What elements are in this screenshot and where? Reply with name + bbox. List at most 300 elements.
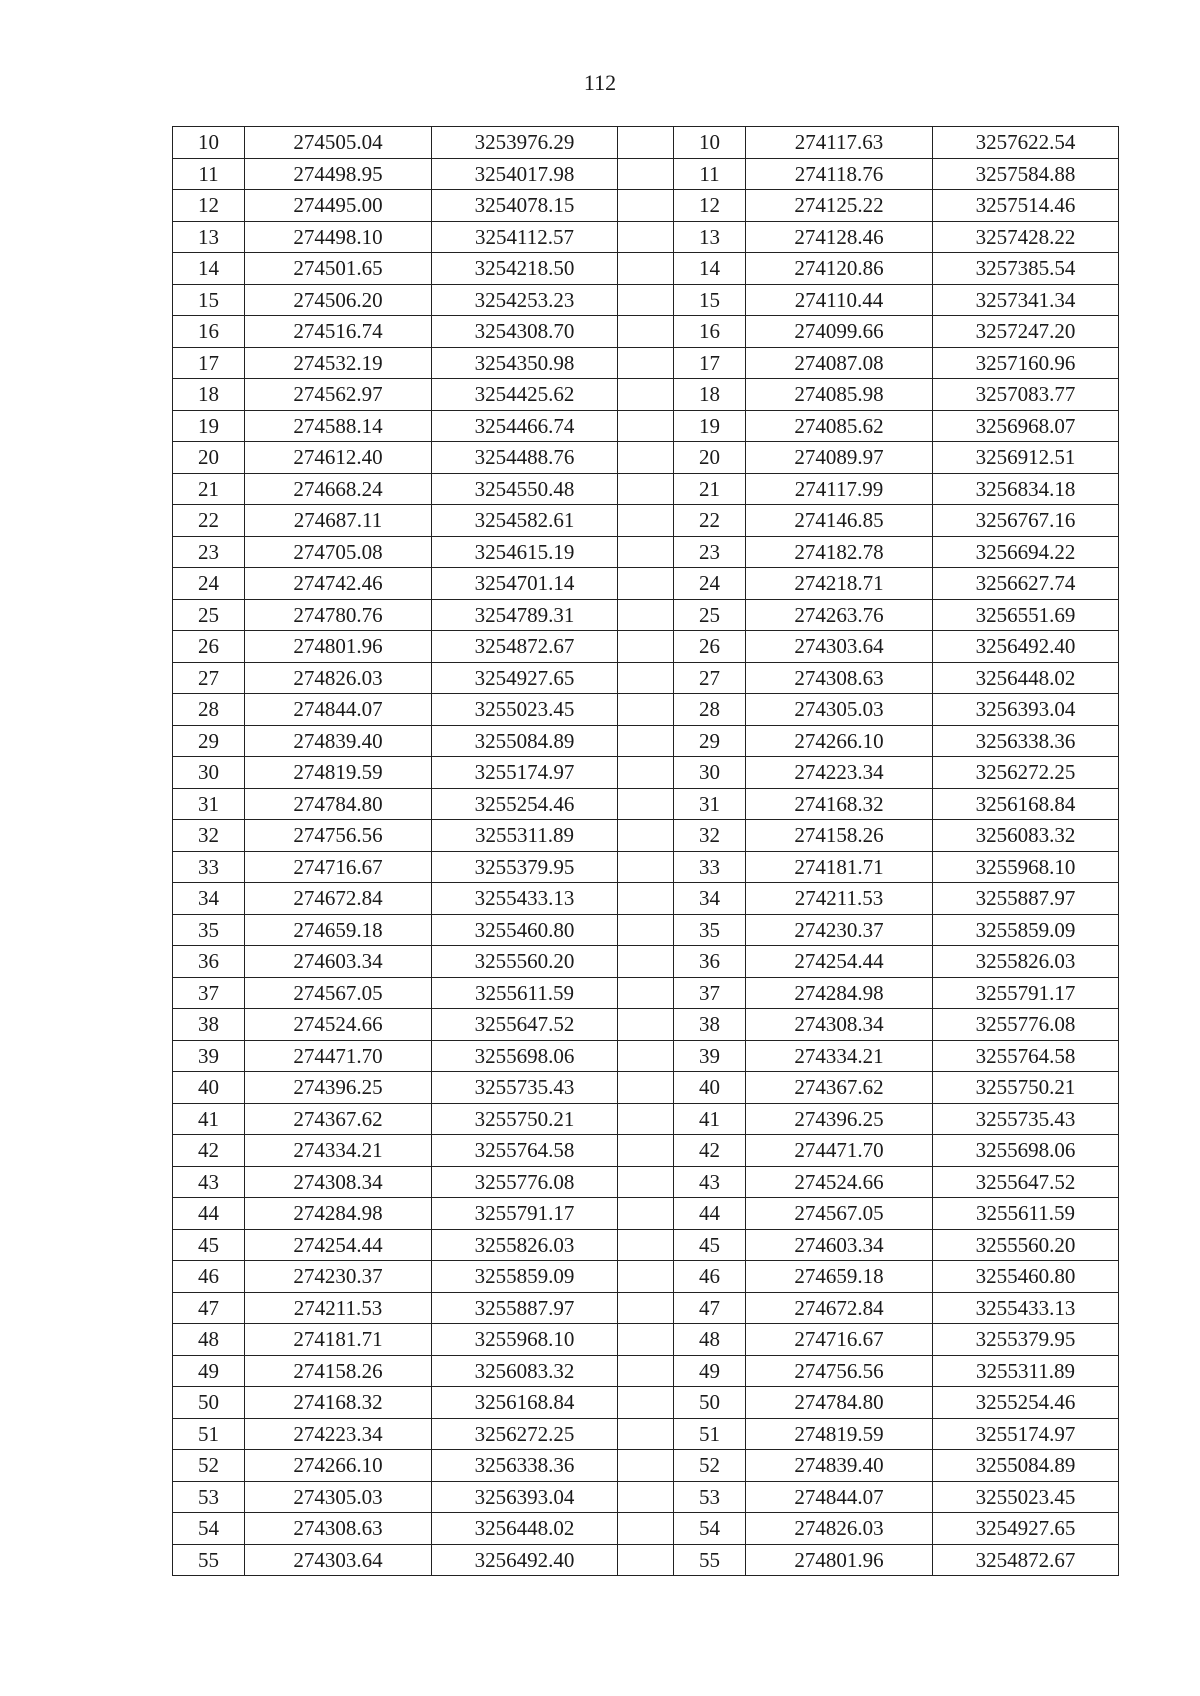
left-y-coordinate-cell: 3256083.32 (432, 1355, 618, 1387)
right-x-coordinate-cell: 274117.63 (746, 127, 933, 159)
right-y-coordinate-cell: 3255611.59 (933, 1198, 1119, 1230)
left-y-coordinate-cell: 3256272.25 (432, 1418, 618, 1450)
left-y-coordinate-cell: 3254615.19 (432, 536, 618, 568)
left-point-number-cell: 22 (173, 505, 245, 537)
right-y-coordinate-cell: 3256272.25 (933, 757, 1119, 789)
left-x-coordinate-cell: 274158.26 (245, 1355, 432, 1387)
right-point-number-cell: 10 (674, 127, 746, 159)
left-y-coordinate-cell: 3256393.04 (432, 1481, 618, 1513)
left-y-coordinate-cell: 3254017.98 (432, 158, 618, 190)
left-point-number-cell: 45 (173, 1229, 245, 1261)
table-row (173, 1450, 1119, 1482)
right-y-coordinate-cell: 3255560.20 (933, 1229, 1119, 1261)
left-y-coordinate-cell: 3254425.62 (432, 379, 618, 411)
right-x-coordinate-cell: 274085.62 (746, 410, 933, 442)
left-point-number-cell: 42 (173, 1135, 245, 1167)
right-x-coordinate-cell: 274367.62 (746, 1072, 933, 1104)
column-gap-cell (618, 631, 674, 663)
right-y-coordinate-cell: 3254927.65 (933, 1513, 1119, 1545)
column-gap-cell (618, 1135, 674, 1167)
left-y-coordinate-cell: 3254488.76 (432, 442, 618, 474)
table-row (173, 473, 1119, 505)
table-row (173, 1261, 1119, 1293)
coordinates-table-body (173, 127, 1119, 1576)
table-row (173, 284, 1119, 316)
left-x-coordinate-cell: 274844.07 (245, 694, 432, 726)
column-gap-cell (618, 1009, 674, 1041)
left-y-coordinate-cell: 3255311.89 (432, 820, 618, 852)
right-x-coordinate-cell: 274117.99 (746, 473, 933, 505)
left-point-number-cell: 26 (173, 631, 245, 663)
left-point-number-cell: 49 (173, 1355, 245, 1387)
right-x-coordinate-cell: 274716.67 (746, 1324, 933, 1356)
right-point-number-cell: 45 (674, 1229, 746, 1261)
left-x-coordinate-cell: 274819.59 (245, 757, 432, 789)
right-y-coordinate-cell: 3255826.03 (933, 946, 1119, 978)
right-point-number-cell: 38 (674, 1009, 746, 1041)
right-y-coordinate-cell: 3257428.22 (933, 221, 1119, 253)
right-y-coordinate-cell: 3255023.45 (933, 1481, 1119, 1513)
right-point-number-cell: 22 (674, 505, 746, 537)
left-y-coordinate-cell: 3256168.84 (432, 1387, 618, 1419)
column-gap-cell (618, 568, 674, 600)
right-x-coordinate-cell: 274168.32 (746, 788, 933, 820)
right-x-coordinate-cell: 274146.85 (746, 505, 933, 537)
right-point-number-cell: 13 (674, 221, 746, 253)
left-y-coordinate-cell: 3255776.08 (432, 1166, 618, 1198)
right-y-coordinate-cell: 3257083.77 (933, 379, 1119, 411)
left-y-coordinate-cell: 3255859.09 (432, 1261, 618, 1293)
left-x-coordinate-cell: 274801.96 (245, 631, 432, 663)
left-point-number-cell: 11 (173, 158, 245, 190)
left-y-coordinate-cell: 3256338.36 (432, 1450, 618, 1482)
right-point-number-cell: 51 (674, 1418, 746, 1450)
left-point-number-cell: 35 (173, 914, 245, 946)
table-row (173, 253, 1119, 285)
left-y-coordinate-cell: 3255698.06 (432, 1040, 618, 1072)
right-point-number-cell: 49 (674, 1355, 746, 1387)
left-point-number-cell: 14 (173, 253, 245, 285)
right-point-number-cell: 12 (674, 190, 746, 222)
table-row (173, 1513, 1119, 1545)
right-y-coordinate-cell: 3255174.97 (933, 1418, 1119, 1450)
right-y-coordinate-cell: 3256912.51 (933, 442, 1119, 474)
right-y-coordinate-cell: 3256627.74 (933, 568, 1119, 600)
left-x-coordinate-cell: 274756.56 (245, 820, 432, 852)
table-row (173, 725, 1119, 757)
right-y-coordinate-cell: 3255791.17 (933, 977, 1119, 1009)
left-y-coordinate-cell: 3255791.17 (432, 1198, 618, 1230)
right-y-coordinate-cell: 3255735.43 (933, 1103, 1119, 1135)
left-x-coordinate-cell: 274784.80 (245, 788, 432, 820)
left-x-coordinate-cell: 274716.67 (245, 851, 432, 883)
column-gap-cell (618, 410, 674, 442)
right-point-number-cell: 52 (674, 1450, 746, 1482)
table-row (173, 662, 1119, 694)
right-point-number-cell: 30 (674, 757, 746, 789)
left-x-coordinate-cell: 274780.76 (245, 599, 432, 631)
right-y-coordinate-cell: 3257341.34 (933, 284, 1119, 316)
column-gap-cell (618, 883, 674, 915)
table-row (173, 1072, 1119, 1104)
table-row (173, 410, 1119, 442)
left-x-coordinate-cell: 274588.14 (245, 410, 432, 442)
left-y-coordinate-cell: 3255647.52 (432, 1009, 618, 1041)
right-x-coordinate-cell: 274784.80 (746, 1387, 933, 1419)
table-row (173, 1544, 1119, 1576)
column-gap-cell (618, 1513, 674, 1545)
right-point-number-cell: 36 (674, 946, 746, 978)
right-point-number-cell: 43 (674, 1166, 746, 1198)
table-row (173, 1135, 1119, 1167)
left-point-number-cell: 30 (173, 757, 245, 789)
right-point-number-cell: 15 (674, 284, 746, 316)
right-y-coordinate-cell: 3255698.06 (933, 1135, 1119, 1167)
right-y-coordinate-cell: 3256551.69 (933, 599, 1119, 631)
table-row (173, 158, 1119, 190)
left-x-coordinate-cell: 274562.97 (245, 379, 432, 411)
right-point-number-cell: 48 (674, 1324, 746, 1356)
right-point-number-cell: 53 (674, 1481, 746, 1513)
column-gap-cell (618, 1292, 674, 1324)
column-gap-cell (618, 662, 674, 694)
left-point-number-cell: 10 (173, 127, 245, 159)
left-point-number-cell: 47 (173, 1292, 245, 1324)
right-y-coordinate-cell: 3255764.58 (933, 1040, 1119, 1072)
left-y-coordinate-cell: 3255826.03 (432, 1229, 618, 1261)
right-point-number-cell: 42 (674, 1135, 746, 1167)
left-x-coordinate-cell: 274839.40 (245, 725, 432, 757)
left-x-coordinate-cell: 274334.21 (245, 1135, 432, 1167)
right-point-number-cell: 32 (674, 820, 746, 852)
left-point-number-cell: 33 (173, 851, 245, 883)
left-point-number-cell: 19 (173, 410, 245, 442)
right-y-coordinate-cell: 3257160.96 (933, 347, 1119, 379)
column-gap-cell (618, 284, 674, 316)
left-y-coordinate-cell: 3255254.46 (432, 788, 618, 820)
left-point-number-cell: 15 (173, 284, 245, 316)
column-gap-cell (618, 158, 674, 190)
table-row (173, 1009, 1119, 1041)
right-x-coordinate-cell: 274567.05 (746, 1198, 933, 1230)
right-y-coordinate-cell: 3255084.89 (933, 1450, 1119, 1482)
left-point-number-cell: 16 (173, 316, 245, 348)
left-point-number-cell: 53 (173, 1481, 245, 1513)
right-y-coordinate-cell: 3255859.09 (933, 914, 1119, 946)
left-y-coordinate-cell: 3254582.61 (432, 505, 618, 537)
left-point-number-cell: 28 (173, 694, 245, 726)
table-row (173, 820, 1119, 852)
left-y-coordinate-cell: 3254872.67 (432, 631, 618, 663)
right-y-coordinate-cell: 3256338.36 (933, 725, 1119, 757)
right-point-number-cell: 40 (674, 1072, 746, 1104)
right-y-coordinate-cell: 3257385.54 (933, 253, 1119, 285)
right-x-coordinate-cell: 274839.40 (746, 1450, 933, 1482)
left-y-coordinate-cell: 3255611.59 (432, 977, 618, 1009)
left-y-coordinate-cell: 3254218.50 (432, 253, 618, 285)
table-row (173, 347, 1119, 379)
right-y-coordinate-cell: 3256767.16 (933, 505, 1119, 537)
right-y-coordinate-cell: 3256694.22 (933, 536, 1119, 568)
left-point-number-cell: 23 (173, 536, 245, 568)
table-row (173, 1418, 1119, 1450)
right-x-coordinate-cell: 274756.56 (746, 1355, 933, 1387)
column-gap-cell (618, 1544, 674, 1576)
right-point-number-cell: 34 (674, 883, 746, 915)
right-point-number-cell: 37 (674, 977, 746, 1009)
right-y-coordinate-cell: 3256393.04 (933, 694, 1119, 726)
table-row (173, 851, 1119, 883)
left-point-number-cell: 41 (173, 1103, 245, 1135)
table-row (173, 127, 1119, 159)
left-x-coordinate-cell: 274705.08 (245, 536, 432, 568)
column-gap-cell (618, 1418, 674, 1450)
right-point-number-cell: 47 (674, 1292, 746, 1324)
left-x-coordinate-cell: 274308.63 (245, 1513, 432, 1545)
right-x-coordinate-cell: 274181.71 (746, 851, 933, 883)
right-x-coordinate-cell: 274218.71 (746, 568, 933, 600)
right-point-number-cell: 21 (674, 473, 746, 505)
right-x-coordinate-cell: 274230.37 (746, 914, 933, 946)
right-y-coordinate-cell: 3256448.02 (933, 662, 1119, 694)
left-x-coordinate-cell: 274308.34 (245, 1166, 432, 1198)
column-gap-cell (618, 316, 674, 348)
left-point-number-cell: 24 (173, 568, 245, 600)
column-gap-cell (618, 190, 674, 222)
right-y-coordinate-cell: 3255968.10 (933, 851, 1119, 883)
left-x-coordinate-cell: 274211.53 (245, 1292, 432, 1324)
column-gap-cell (618, 599, 674, 631)
column-gap-cell (618, 851, 674, 883)
left-x-coordinate-cell: 274498.10 (245, 221, 432, 253)
left-point-number-cell: 52 (173, 1450, 245, 1482)
right-y-coordinate-cell: 3257584.88 (933, 158, 1119, 190)
right-x-coordinate-cell: 274471.70 (746, 1135, 933, 1167)
left-point-number-cell: 51 (173, 1418, 245, 1450)
left-x-coordinate-cell: 274672.84 (245, 883, 432, 915)
right-x-coordinate-cell: 274603.34 (746, 1229, 933, 1261)
right-point-number-cell: 19 (674, 410, 746, 442)
column-gap-cell (618, 536, 674, 568)
column-gap-cell (618, 1355, 674, 1387)
left-point-number-cell: 17 (173, 347, 245, 379)
left-point-number-cell: 12 (173, 190, 245, 222)
right-x-coordinate-cell: 274844.07 (746, 1481, 933, 1513)
table-row (173, 631, 1119, 663)
left-y-coordinate-cell: 3255084.89 (432, 725, 618, 757)
column-gap-cell (618, 347, 674, 379)
left-point-number-cell: 44 (173, 1198, 245, 1230)
table-row (173, 1387, 1119, 1419)
left-point-number-cell: 54 (173, 1513, 245, 1545)
right-x-coordinate-cell: 274211.53 (746, 883, 933, 915)
right-y-coordinate-cell: 3255776.08 (933, 1009, 1119, 1041)
right-x-coordinate-cell: 274801.96 (746, 1544, 933, 1576)
column-gap-cell (618, 253, 674, 285)
table-row (173, 190, 1119, 222)
column-gap-cell (618, 221, 674, 253)
table-row (173, 221, 1119, 253)
left-point-number-cell: 20 (173, 442, 245, 474)
right-y-coordinate-cell: 3256968.07 (933, 410, 1119, 442)
table-row (173, 1229, 1119, 1261)
left-point-number-cell: 29 (173, 725, 245, 757)
column-gap-cell (618, 1040, 674, 1072)
column-gap-cell (618, 820, 674, 852)
right-point-number-cell: 33 (674, 851, 746, 883)
left-point-number-cell: 25 (173, 599, 245, 631)
left-y-coordinate-cell: 3254550.48 (432, 473, 618, 505)
table-row (173, 442, 1119, 474)
column-gap-cell (618, 442, 674, 474)
right-point-number-cell: 29 (674, 725, 746, 757)
left-y-coordinate-cell: 3254789.31 (432, 599, 618, 631)
table-row (173, 379, 1119, 411)
table-row (173, 316, 1119, 348)
left-x-coordinate-cell: 274826.03 (245, 662, 432, 694)
left-y-coordinate-cell: 3254078.15 (432, 190, 618, 222)
right-x-coordinate-cell: 274334.21 (746, 1040, 933, 1072)
right-point-number-cell: 16 (674, 316, 746, 348)
left-x-coordinate-cell: 274495.00 (245, 190, 432, 222)
left-y-coordinate-cell: 3254253.23 (432, 284, 618, 316)
left-y-coordinate-cell: 3255968.10 (432, 1324, 618, 1356)
right-point-number-cell: 23 (674, 536, 746, 568)
left-y-coordinate-cell: 3255174.97 (432, 757, 618, 789)
table-row (173, 977, 1119, 1009)
left-x-coordinate-cell: 274501.65 (245, 253, 432, 285)
column-gap-cell (618, 1166, 674, 1198)
table-row (173, 694, 1119, 726)
column-gap-cell (618, 1450, 674, 1482)
left-y-coordinate-cell: 3255460.80 (432, 914, 618, 946)
table-row (173, 599, 1119, 631)
right-x-coordinate-cell: 274672.84 (746, 1292, 933, 1324)
right-point-number-cell: 31 (674, 788, 746, 820)
column-gap-cell (618, 1103, 674, 1135)
table-row (173, 536, 1119, 568)
right-x-coordinate-cell: 274263.76 (746, 599, 933, 631)
left-y-coordinate-cell: 3254466.74 (432, 410, 618, 442)
left-x-coordinate-cell: 274742.46 (245, 568, 432, 600)
right-x-coordinate-cell: 274524.66 (746, 1166, 933, 1198)
left-y-coordinate-cell: 3253976.29 (432, 127, 618, 159)
right-x-coordinate-cell: 274085.98 (746, 379, 933, 411)
column-gap-cell (618, 725, 674, 757)
right-point-number-cell: 46 (674, 1261, 746, 1293)
column-gap-cell (618, 977, 674, 1009)
column-gap-cell (618, 788, 674, 820)
left-y-coordinate-cell: 3255433.13 (432, 883, 618, 915)
left-x-coordinate-cell: 274396.25 (245, 1072, 432, 1104)
right-y-coordinate-cell: 3255433.13 (933, 1292, 1119, 1324)
left-y-coordinate-cell: 3254927.65 (432, 662, 618, 694)
right-x-coordinate-cell: 274182.78 (746, 536, 933, 568)
right-x-coordinate-cell: 274125.22 (746, 190, 933, 222)
table-row (173, 1103, 1119, 1135)
right-y-coordinate-cell: 3257514.46 (933, 190, 1119, 222)
right-point-number-cell: 18 (674, 379, 746, 411)
left-x-coordinate-cell: 274284.98 (245, 1198, 432, 1230)
left-y-coordinate-cell: 3255560.20 (432, 946, 618, 978)
left-point-number-cell: 36 (173, 946, 245, 978)
table-row (173, 1481, 1119, 1513)
right-point-number-cell: 26 (674, 631, 746, 663)
left-x-coordinate-cell: 274303.64 (245, 1544, 432, 1576)
right-x-coordinate-cell: 274826.03 (746, 1513, 933, 1545)
table-row (173, 505, 1119, 537)
right-y-coordinate-cell: 3255647.52 (933, 1166, 1119, 1198)
table-row (173, 1292, 1119, 1324)
right-y-coordinate-cell: 3255460.80 (933, 1261, 1119, 1293)
right-y-coordinate-cell: 3257247.20 (933, 316, 1119, 348)
right-y-coordinate-cell: 3255750.21 (933, 1072, 1119, 1104)
left-x-coordinate-cell: 274498.95 (245, 158, 432, 190)
right-y-coordinate-cell: 3256168.84 (933, 788, 1119, 820)
left-point-number-cell: 48 (173, 1324, 245, 1356)
right-y-coordinate-cell: 3254872.67 (933, 1544, 1119, 1576)
right-point-number-cell: 44 (674, 1198, 746, 1230)
left-y-coordinate-cell: 3254112.57 (432, 221, 618, 253)
table-row (173, 788, 1119, 820)
right-point-number-cell: 55 (674, 1544, 746, 1576)
column-gap-cell (618, 757, 674, 789)
right-x-coordinate-cell: 274396.25 (746, 1103, 933, 1135)
left-y-coordinate-cell: 3254350.98 (432, 347, 618, 379)
left-point-number-cell: 13 (173, 221, 245, 253)
left-point-number-cell: 46 (173, 1261, 245, 1293)
left-x-coordinate-cell: 274603.34 (245, 946, 432, 978)
left-x-coordinate-cell: 274532.19 (245, 347, 432, 379)
right-x-coordinate-cell: 274089.97 (746, 442, 933, 474)
left-point-number-cell: 32 (173, 820, 245, 852)
right-point-number-cell: 24 (674, 568, 746, 600)
column-gap-cell (618, 1481, 674, 1513)
column-gap-cell (618, 946, 674, 978)
left-x-coordinate-cell: 274524.66 (245, 1009, 432, 1041)
table-row (173, 1040, 1119, 1072)
right-x-coordinate-cell: 274819.59 (746, 1418, 933, 1450)
left-point-number-cell: 40 (173, 1072, 245, 1104)
left-x-coordinate-cell: 274687.11 (245, 505, 432, 537)
right-point-number-cell: 35 (674, 914, 746, 946)
right-x-coordinate-cell: 274659.18 (746, 1261, 933, 1293)
table-row (173, 1355, 1119, 1387)
right-x-coordinate-cell: 274099.66 (746, 316, 933, 348)
right-point-number-cell: 11 (674, 158, 746, 190)
left-point-number-cell: 27 (173, 662, 245, 694)
right-y-coordinate-cell: 3256083.32 (933, 820, 1119, 852)
column-gap-cell (618, 914, 674, 946)
right-x-coordinate-cell: 274308.34 (746, 1009, 933, 1041)
left-x-coordinate-cell: 274567.05 (245, 977, 432, 1009)
left-point-number-cell: 38 (173, 1009, 245, 1041)
table-row (173, 1166, 1119, 1198)
column-gap-cell (618, 379, 674, 411)
right-point-number-cell: 41 (674, 1103, 746, 1135)
right-x-coordinate-cell: 274308.63 (746, 662, 933, 694)
column-gap-cell (618, 1072, 674, 1104)
table-row (173, 1324, 1119, 1356)
right-x-coordinate-cell: 274128.46 (746, 221, 933, 253)
right-point-number-cell: 20 (674, 442, 746, 474)
right-x-coordinate-cell: 274303.64 (746, 631, 933, 663)
left-y-coordinate-cell: 3255379.95 (432, 851, 618, 883)
left-x-coordinate-cell: 274305.03 (245, 1481, 432, 1513)
column-gap-cell (618, 1229, 674, 1261)
column-gap-cell (618, 694, 674, 726)
left-y-coordinate-cell: 3254701.14 (432, 568, 618, 600)
